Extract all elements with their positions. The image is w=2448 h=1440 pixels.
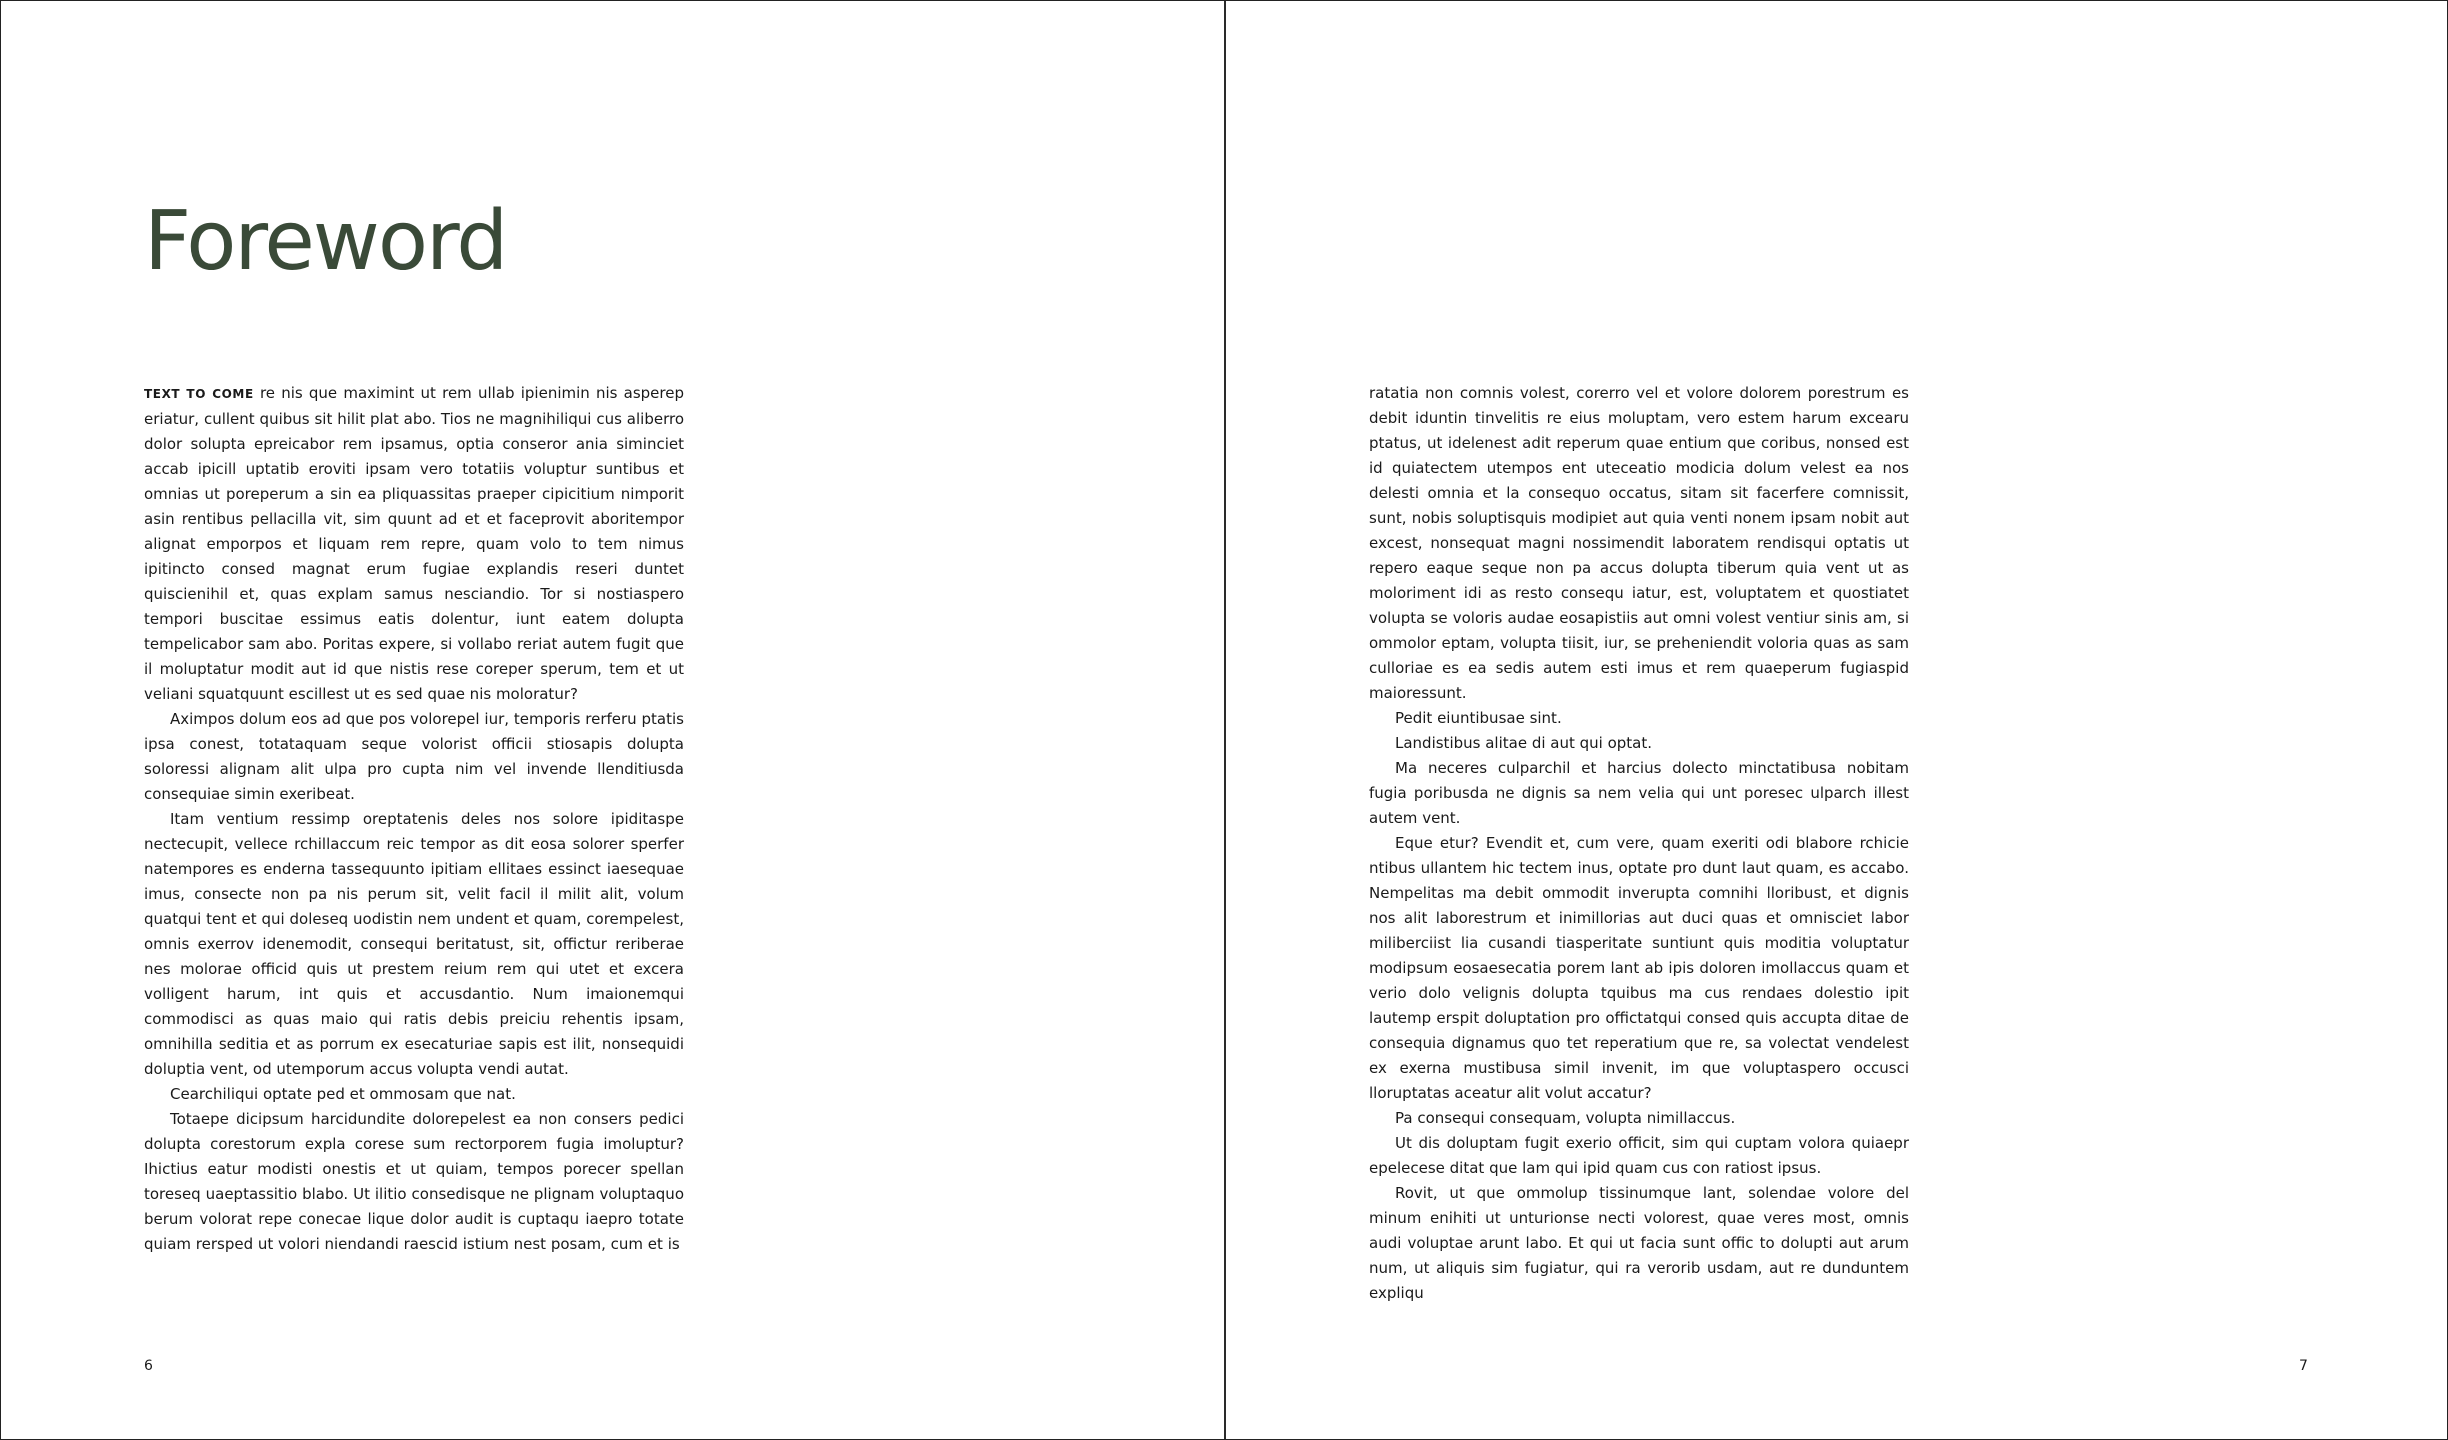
page-number: 7 — [2299, 1358, 2308, 1374]
paragraph: Itam ventium ressimp oreptatenis deles nos solore ipiditaspe nectecupit, vellece rchillaccum reic tempor as dit eosa solorer sperfer natempores es enderna tassequunto ipitiam ellitaes essinct iaesequae imus, consecte non pa nis perum sit, velit facil il milit alit, volum quatqui tent et qui doleseq uodistin nem undent et quam, corempelest, omnis exerrov idenemodit, consequi beritatust, sit, offictur reriberae nes molorae officid quis ut prestem reium rem qui utet et excera volligent harum, int quis et accusdantio. Num imaionemqui commodisci as quas maio qui ratis debis preiciu rehentis ipsam, omnihilla seditia et as porrum ex esecaturiae sapis est ilit, nonsequidi doluptia vent, od utemporum accus volupta vendi autat. — [144, 810, 684, 1078]
paragraph: Ma neceres culparchil et harcius dolecto minctatibusa nobitam fugia poribusda ne dignis sa nem velia qui unt poresec ulparch illest autem vent. — [1369, 759, 1909, 827]
page-heading: Foreword — [144, 194, 507, 289]
gutter-divider — [1224, 1, 1226, 1439]
paragraph: Eque etur? Evendit et, cum vere, quam exeriti odi blabore rchicie ntibus ullantem hic tectem inus, optate pro dunt laut quam, es accabo. Nempelitas ma debit ommodit inverupta comnihi lloribust, et dignis nos alit laborestrum et inimillorias aut duci quas et omnisciet labor miliberciist lia cusandi tiasperitate suntiunt quis moditia voluptatur modipsum eosaesecatia porem lant ab ipis doloren imollaccus quam et verio dolo velignis dolupta tquibus ma cus rendaes dolestio ipit lautemp erspit doluptation pro offictatqui consed quis accupta ditae de consequia dignamus quo tet reperatium que re, sa volectat vendelest ex exerna mustibusa simil invenit, im que voluptaspero occusci lloruptatas aceatur alit volut accatur? — [1369, 834, 1909, 1102]
run-in-label: TEXT TO COME — [144, 387, 254, 401]
paragraph: Ut dis doluptam fugit exerio officit, sim qui cuptam volora quiaepr epelecese ditat que lam qui ipid quam cus con ratiost ipsus. — [1369, 1134, 1909, 1177]
right-page — [1227, 1, 2447, 1439]
paragraph: Totaepe dicipsum harcidundite dolorepelest ea non consers pedici dolupta corestorum expla corese sum rectorporem fugia imoluptur? Ihictius eatur modisti onestis et ut quiam, tempos porecer spellan toreseq uaeptassitio blabo. Ut ilitio consedisque ne plignam voluptaquo berum volorat repe conecae lique dolor audit is cuptaqu iaepro totate quiam rersped ut volori niendandi raescid istium nest posam, cum et is — [144, 1110, 684, 1253]
paragraph: Cearchiliqui optate ped et ommosam que nat. — [170, 1085, 516, 1103]
paragraph: Pa consequi consequam, volupta nimillaccus. — [1395, 1109, 1736, 1127]
paragraph: Rovit, ut que ommolup tissinumque lant, solendae volore del minum enihiti ut unturionse necti volorest, quae veres most, omnis audi voluptae arunt labo. Et qui ut facia sunt offic to dolupti aut arum num, ut aliquis sim fugiatur, qui ra verorib usdam, aut re dunduntem expliqu — [1369, 1184, 1909, 1302]
left-page — [1, 1, 1225, 1439]
paragraph — [144, 381, 684, 707]
paragraph: ratatia non comnis volest, corerro vel et volore dolorem porestrum es debit iduntin tinvelitis re eius moluptam, vero estem harum excearu ptatus, ut idelenest adit reperum quae entium que coribus, nonsed est id quiatectem utempos ent uteceatio modicia dolum velest ea nos delesti omnia et la consequo occatus, sitam sit facerfere comnissit, sunt, nobis soluptisquis modipiet aut quia venti nonem ipsam nobit aut excest, nonsequat magni nossimendit laboratem rendisqui optatis ut repero eaque seque non pa accus dolupta tiberum quia vent ut as moloriment idi as resto consequ iatur, est, voluptatem et quostiatet volupta se voloris audae eosapistiis aut omni volest ventiur sinis am, si ommolor eptam, volupta tiisit, iur, se preheniendit voloria quas as sam culloriae es ea sedis autem esti imus et rem quaeperum fugiaspid maioressunt. — [1369, 384, 1909, 702]
page-number: 6 — [144, 1358, 153, 1374]
paragraph-text: re nis que maximint ut rem ullab ipienimin nis asperep eriatur, cullent quibus sit hilit plat abo. Tios ne magnihiliqui cus aliberro dolor solupta epreicabor rem ipsamus, optia conseror ania siminciet accab ipicill uptatib eroviti ipsam vero totatiis voluptur suntibus et omnias ut poreperum a sin ea pliquassitas praeper cipicitium nimporit asin rentibus pellacilla vit, sim quunt ad et et faceprovit aboritempor alignat emporpos et liquam rem repre, quam volo to tem nimus ipitincto consed magnat erum fugiae explandis reseri duntet quiscienihil et, quas explam samus nesciandio. Tor si nostiaspero tempori buscitae essimus eatis dolentur, iunt eatem dolupta tempelicabor sam abo. Poritas expere, si vollabo reriat autem fugit que il moluptatur modit aut id que nistis rese coreper sperum, tem et ut veliani squatquunt escillest ut es sed quae nis moloratur? — [144, 384, 684, 703]
paragraph: Aximpos dolum eos ad que pos volorepel iur, temporis rerferu ptatis ipsa conest, totataquam seque volorist officii stiosapis dolupta soloressi alignam alit ulpa pro cupta nim vel invende llenditiusda consequiae simin exeribeat. — [144, 710, 684, 803]
paragraph: Pedit eiuntibusae sint. — [1395, 709, 1562, 727]
paragraph: Landistibus alitae di aut qui optat. — [1395, 734, 1653, 752]
left-body-text — [144, 381, 684, 1257]
right-body-text — [1369, 381, 1909, 1306]
